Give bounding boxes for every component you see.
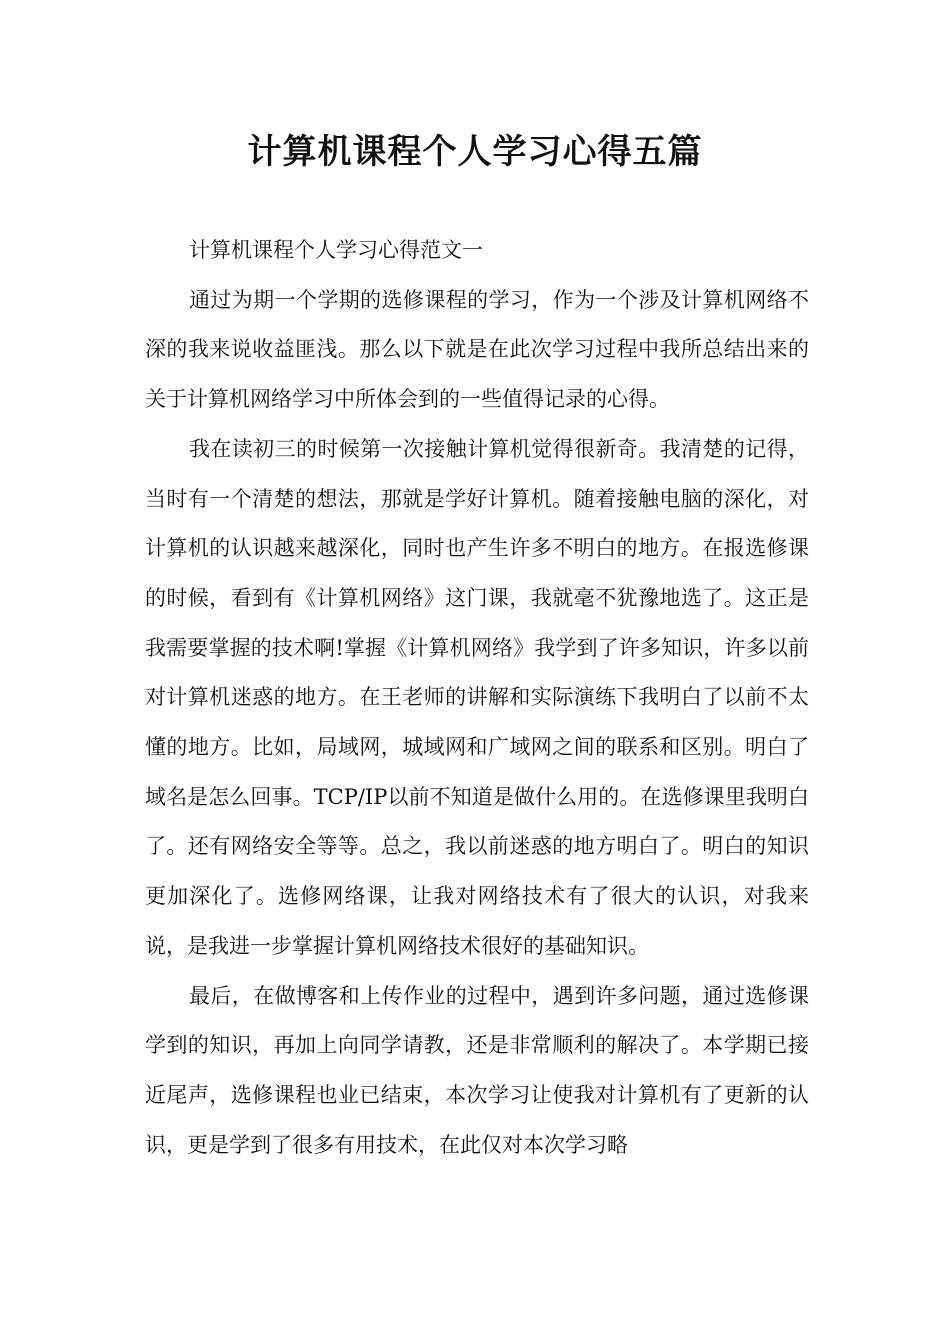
section-subtitle: 计算机课程个人学习心得范文一: [189, 238, 483, 262]
paragraph: 我在读初三的时候第一次接触计算机觉得很新奇。我清楚的记得，当时有一个清楚的想法，那就是学好计算机。随着接触电脑的深化，对计算机的认识越来越深化，同时也产生许多不明白的地方。在报选修课的时候，看到有《计算机网络》这门课，我就毫不犹豫地选了。这正是我需要掌握的技术啊!掌握《计算机网络》我学到了许多知识，许多以前对计算机迷惑的地方。在王老师的讲解和实际演练下我明白了以前不太懂的地方。比如，局域网，城域网和广域网之间的联系和区别。明白了域名是怎么回事。TCP/IP以前不知道是做什么用的。在选修课里我明白了。还有网络安全等等。总之，我以前迷惑的地方明白了。明白的知识更加深化了。选修网络课，让我对网络技术有了很大的认识，对我来说，是我进一步掌握计算机网络技术很好的基础知识。: [145, 436, 809, 958]
paragraph: 最后，在做博客和上传作业的过程中，遇到许多问题，通过选修课学到的知识，再加上向同学请教，还是非常顺利的解决了。本学期已接近尾声，选修课程也业已结束，本次学习让使我对计算机有了更新的认识，更是学到了很多有用技术，在此仅对本次学习略: [145, 983, 809, 1157]
document-body: [145, 226, 809, 1170]
paragraph: 通过为期一个学期的选修课程的学习，作为一个涉及计算机网络不深的我来说收益匪浅。那么以下就是在此次学习过程中我所总结出来的关于计算机网络学习中所体会到的一些值得记录的心得。: [145, 287, 809, 412]
document-title: 计算机课程个人学习心得五篇: [247, 132, 703, 172]
